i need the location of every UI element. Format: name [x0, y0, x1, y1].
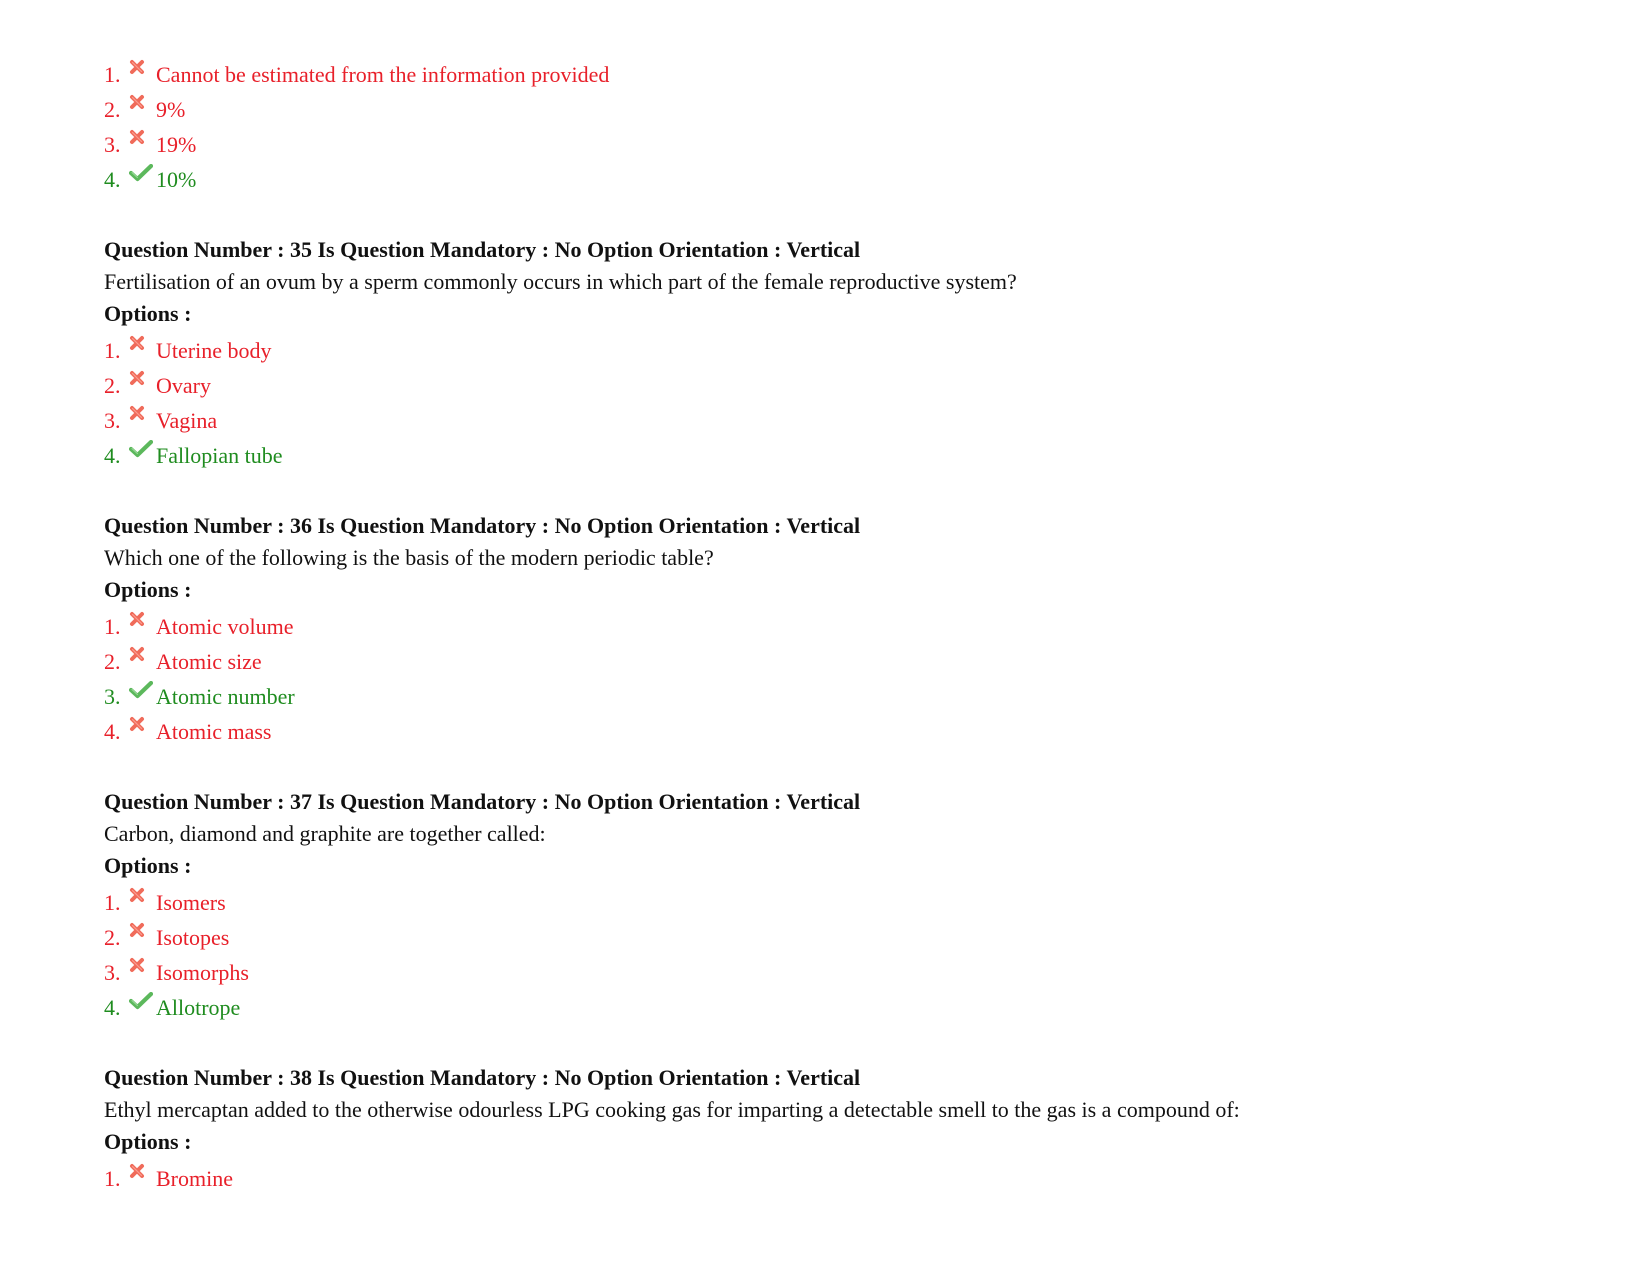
cross-icon — [128, 127, 156, 162]
option-item-wrong — [104, 368, 1584, 403]
check-icon — [128, 162, 156, 197]
question-header: Question Number : 37 Is Question Mandatory : No Option Orientation : Vertical — [104, 789, 861, 814]
option-number: 2. — [104, 649, 121, 674]
option-item-wrong — [104, 57, 1584, 92]
option-item-correct — [104, 162, 1584, 197]
option-number: 1. — [104, 614, 121, 639]
options-label: Options : — [104, 577, 192, 602]
carryover-options-block — [104, 0, 1584, 197]
cross-icon — [128, 609, 156, 644]
option-number: 4. — [104, 167, 121, 192]
option-text: 10% — [156, 167, 197, 192]
answer-key-document — [104, 0, 1584, 1196]
cross-icon — [128, 333, 156, 368]
option-item-wrong — [104, 885, 1584, 920]
option-item-wrong — [104, 1161, 1584, 1196]
cross-icon — [128, 92, 156, 127]
option-number: 1. — [104, 338, 121, 363]
option-number: 1. — [104, 890, 121, 915]
option-number: 3. — [104, 408, 121, 433]
question-header: Question Number : 36 Is Question Mandatory : No Option Orientation : Vertical — [104, 513, 861, 538]
option-item-wrong — [104, 644, 1584, 679]
check-icon — [128, 990, 156, 1025]
cross-icon — [128, 368, 156, 403]
cross-icon — [128, 403, 156, 438]
option-text: Atomic mass — [156, 719, 272, 744]
check-icon — [128, 438, 156, 473]
option-text: Ovary — [156, 373, 211, 398]
option-list — [104, 609, 1584, 749]
option-text: Fallopian tube — [156, 443, 283, 468]
option-text: Atomic size — [156, 649, 262, 674]
question-text: Fertilisation of an ovum by a sperm commonly occurs in which part of the female reproductive system? — [104, 269, 1017, 294]
option-number: 2. — [104, 925, 121, 950]
question-block — [104, 786, 1584, 1025]
question-text: Ethyl mercaptan added to the otherwise odourless LPG cooking gas for imparting a detectable smell to the gas is a compound of: — [104, 1097, 1240, 1122]
option-text: Atomic volume — [156, 614, 294, 639]
option-text: Isomers — [156, 890, 226, 915]
option-item-wrong — [104, 714, 1584, 749]
check-icon — [128, 679, 156, 714]
options-label: Options : — [104, 1129, 192, 1154]
option-number: 2. — [104, 373, 121, 398]
option-number: 2. — [104, 97, 121, 122]
question-header: Question Number : 35 Is Question Mandatory : No Option Orientation : Vertical — [104, 237, 861, 262]
option-item-correct — [104, 679, 1584, 714]
option-item-correct — [104, 990, 1584, 1025]
question-block — [104, 234, 1584, 473]
option-item-wrong — [104, 127, 1584, 162]
option-text: Vagina — [156, 408, 218, 433]
option-item-correct — [104, 438, 1584, 473]
option-text: Atomic number — [156, 684, 295, 709]
option-list — [104, 57, 1584, 197]
option-item-wrong — [104, 403, 1584, 438]
option-text: Isomorphs — [156, 960, 249, 985]
option-text: Uterine body — [156, 338, 272, 363]
option-number: 3. — [104, 960, 121, 985]
option-list — [104, 1161, 1584, 1196]
option-item-wrong — [104, 92, 1584, 127]
question-text: Carbon, diamond and graphite are together called: — [104, 821, 546, 846]
option-number: 1. — [104, 1166, 121, 1191]
options-label: Options : — [104, 853, 192, 878]
cross-icon — [128, 885, 156, 920]
cross-icon — [128, 714, 156, 749]
options-label: Options : — [104, 301, 192, 326]
question-list — [104, 234, 1584, 1196]
question-header: Question Number : 38 Is Question Mandatory : No Option Orientation : Vertical — [104, 1065, 861, 1090]
cross-icon — [128, 644, 156, 679]
option-list — [104, 885, 1584, 1025]
question-block — [104, 1062, 1584, 1196]
option-number: 3. — [104, 132, 121, 157]
cross-icon — [128, 57, 156, 92]
question-text: Which one of the following is the basis of the modern periodic table? — [104, 545, 714, 570]
option-text: Bromine — [156, 1166, 233, 1191]
option-item-wrong — [104, 955, 1584, 990]
option-number: 4. — [104, 995, 121, 1020]
option-list — [104, 333, 1584, 473]
option-text: 9% — [156, 97, 186, 122]
option-item-wrong — [104, 609, 1584, 644]
option-number: 1. — [104, 62, 121, 87]
option-item-wrong — [104, 920, 1584, 955]
option-text: Allotrope — [156, 995, 241, 1020]
option-text: Isotopes — [156, 925, 230, 950]
option-text: Cannot be estimated from the information provided — [156, 62, 610, 87]
option-number: 4. — [104, 443, 121, 468]
option-text: 19% — [156, 132, 197, 157]
question-block — [104, 510, 1584, 749]
cross-icon — [128, 955, 156, 990]
option-item-wrong — [104, 333, 1584, 368]
option-number: 3. — [104, 684, 121, 709]
cross-icon — [128, 920, 156, 955]
option-number: 4. — [104, 719, 121, 744]
cross-icon — [128, 1161, 156, 1196]
